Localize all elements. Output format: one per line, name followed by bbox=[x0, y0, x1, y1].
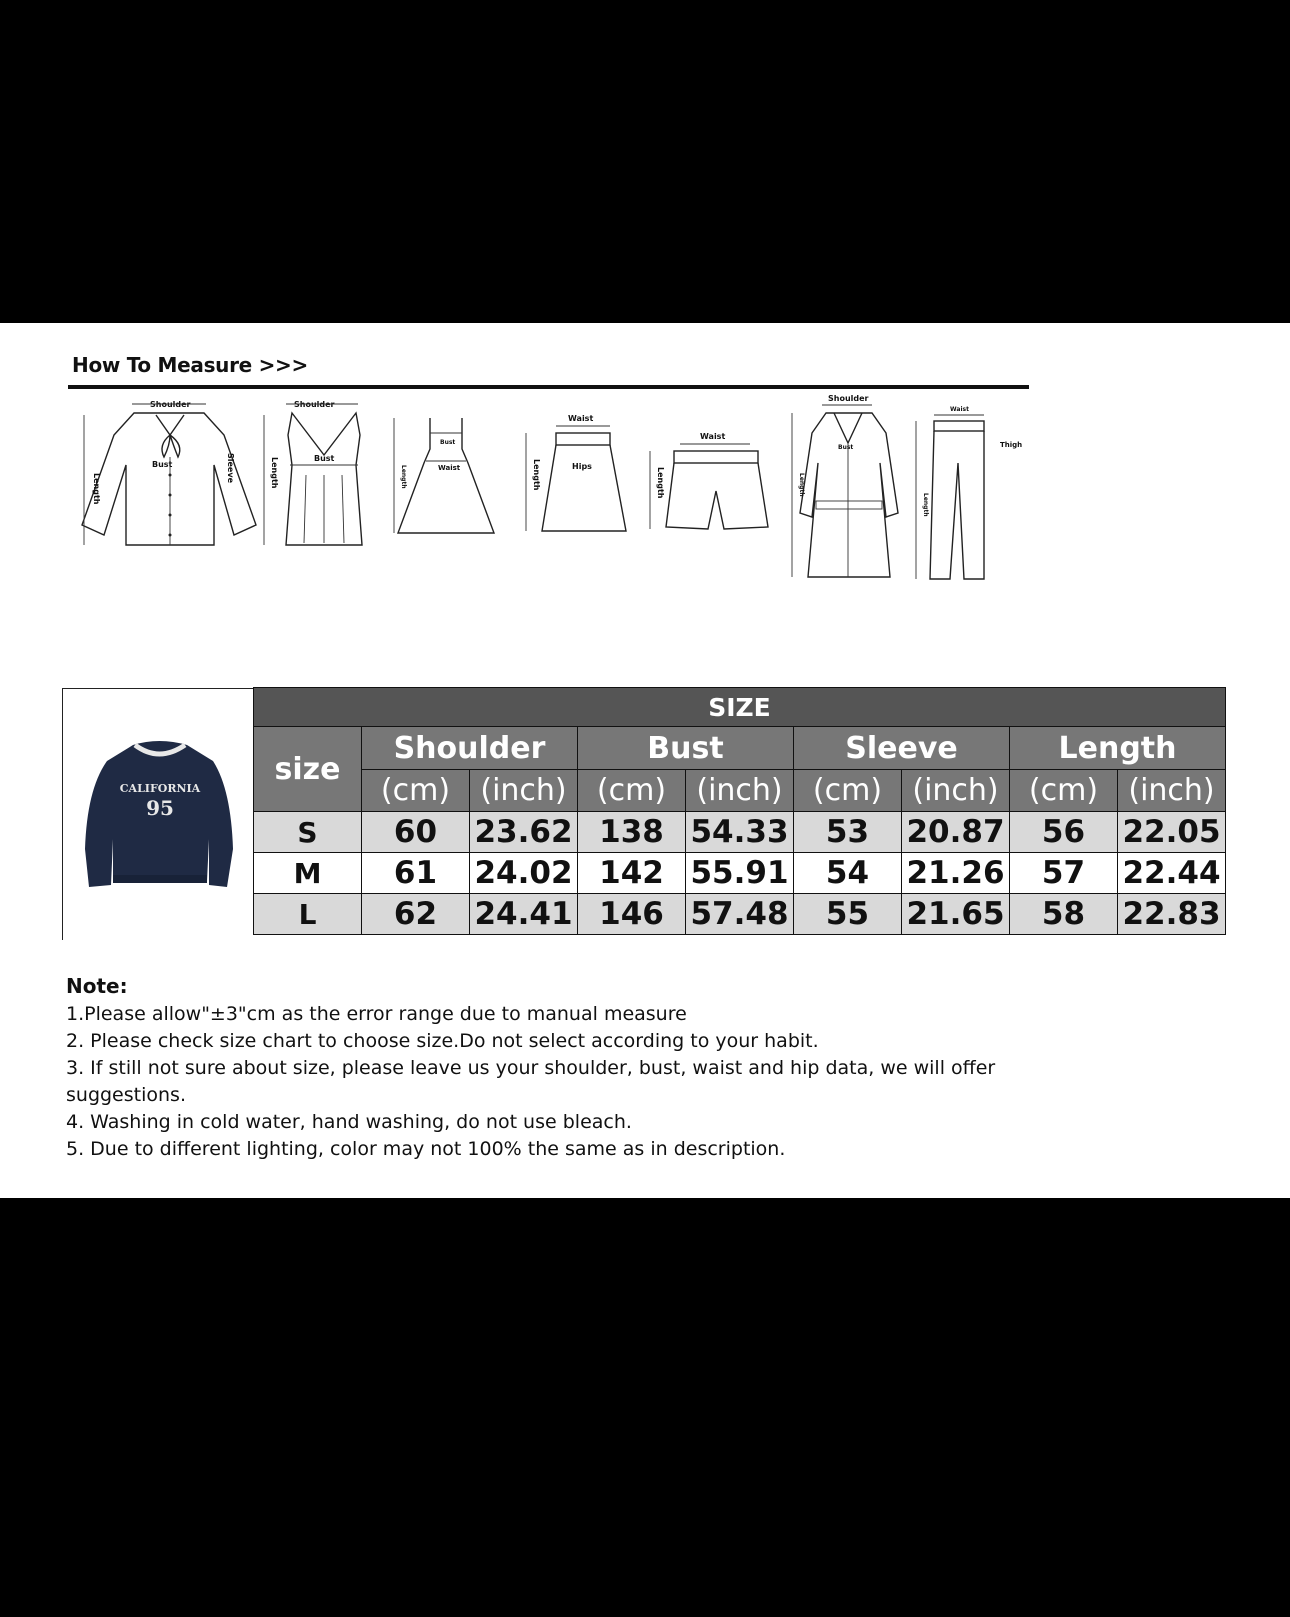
unit-header: (cm) bbox=[578, 770, 686, 812]
size-column-header: size bbox=[254, 727, 362, 812]
size-cell: S bbox=[254, 812, 362, 853]
value-cell: 58 bbox=[1010, 894, 1118, 935]
value-cell: 54 bbox=[794, 853, 902, 894]
value-cell: 57.48 bbox=[686, 894, 794, 935]
note-line: 4. Washing in cold water, hand washing, do not use bleach. bbox=[66, 1111, 632, 1133]
unit-header: (cm) bbox=[1010, 770, 1118, 812]
notes-title: Note: bbox=[66, 974, 128, 998]
value-cell: 60 bbox=[362, 812, 470, 853]
value-cell: 61 bbox=[362, 853, 470, 894]
value-cell: 53 bbox=[794, 812, 902, 853]
value-cell: 24.02 bbox=[470, 853, 578, 894]
table-row bbox=[254, 894, 1226, 935]
product-image bbox=[62, 688, 255, 940]
table-row bbox=[254, 812, 1226, 853]
dress-bust-label: Bust bbox=[440, 439, 456, 446]
coat-length-label: Length bbox=[798, 473, 805, 497]
tank-length-label: Length bbox=[270, 457, 279, 489]
blouse-diagram bbox=[74, 395, 254, 555]
shorts-length-label: Length bbox=[656, 467, 665, 499]
pants-length-label: Length bbox=[922, 493, 929, 517]
value-cell: 57 bbox=[1010, 853, 1118, 894]
pants-diagram bbox=[910, 403, 1030, 583]
value-cell: 142 bbox=[578, 853, 686, 894]
unit-header: (cm) bbox=[794, 770, 902, 812]
pants-thigh-label: Thigh bbox=[1000, 441, 1023, 449]
group-header-shoulder: Shoulder bbox=[362, 727, 578, 770]
value-cell: 20.87 bbox=[902, 812, 1010, 853]
blouse-shoulder-label: Shoulder bbox=[150, 400, 191, 409]
value-cell: 22.05 bbox=[1118, 812, 1226, 853]
size-chart-sheet bbox=[0, 323, 1290, 1198]
value-cell: 55 bbox=[794, 894, 902, 935]
print-text-number: 95 bbox=[146, 796, 174, 820]
title-divider bbox=[68, 385, 1029, 389]
size-table bbox=[253, 687, 1226, 935]
skirt-waist-label: Waist bbox=[568, 414, 594, 423]
group-header-sleeve: Sleeve bbox=[794, 727, 1010, 770]
shorts-waist-label: Waist bbox=[700, 432, 726, 441]
skirt-length-label: Length bbox=[532, 459, 541, 491]
dress-diagram bbox=[390, 413, 500, 553]
value-cell: 56 bbox=[1010, 812, 1118, 853]
tank-diagram bbox=[258, 395, 378, 555]
unit-header: (inch) bbox=[1118, 770, 1226, 812]
value-cell: 22.44 bbox=[1118, 853, 1226, 894]
pants-waist-label: Waist bbox=[950, 406, 969, 413]
sweatshirt-illustration bbox=[63, 689, 255, 940]
coat-diagram bbox=[786, 393, 906, 583]
value-cell: 54.33 bbox=[686, 812, 794, 853]
shorts-diagram bbox=[644, 431, 774, 541]
blouse-sleeve-label: Sleeve bbox=[226, 453, 235, 483]
how-to-measure-diagrams bbox=[68, 395, 1048, 595]
dress-waist-label: Waist bbox=[438, 464, 461, 472]
note-line: 1.Please allow"±3"cm as the error range due to manual measure bbox=[66, 1003, 687, 1025]
note-line: 2. Please check size chart to choose size.Do not select according to your habit. bbox=[66, 1030, 819, 1052]
dress-length-label: Length bbox=[400, 465, 407, 489]
tank-bust-label: Bust bbox=[314, 454, 335, 463]
coat-shoulder-label: Shoulder bbox=[828, 394, 869, 403]
note-line: 3. If still not sure about size, please leave us your shoulder, bust, waist and hip data, we will offer suggestions. bbox=[66, 1057, 996, 1106]
value-cell: 55.91 bbox=[686, 853, 794, 894]
coat-bust-label: Bust bbox=[838, 444, 854, 451]
size-super-header: SIZE bbox=[254, 688, 1226, 727]
note-line: 5. Due to different lighting, color may not 100% the same as in description. bbox=[66, 1138, 786, 1160]
value-cell: 22.83 bbox=[1118, 894, 1226, 935]
how-to-measure-title: How To Measure >>> bbox=[72, 353, 308, 377]
value-cell: 146 bbox=[578, 894, 686, 935]
unit-header: (cm) bbox=[362, 770, 470, 812]
unit-header: (inch) bbox=[902, 770, 1010, 812]
value-cell: 21.26 bbox=[902, 853, 1010, 894]
unit-header: (inch) bbox=[470, 770, 578, 812]
unit-header: (inch) bbox=[686, 770, 794, 812]
group-header-bust: Bust bbox=[578, 727, 794, 770]
skirt-hips-label: Hips bbox=[572, 462, 592, 471]
blouse-bust-label: Bust bbox=[152, 460, 173, 469]
size-cell: L bbox=[254, 894, 362, 935]
table-row bbox=[254, 853, 1226, 894]
value-cell: 62 bbox=[362, 894, 470, 935]
notes-section bbox=[66, 973, 1046, 1163]
skirt-diagram bbox=[520, 413, 640, 543]
size-cell: M bbox=[254, 853, 362, 894]
value-cell: 138 bbox=[578, 812, 686, 853]
value-cell: 21.65 bbox=[902, 894, 1010, 935]
tank-shoulder-label: Shoulder bbox=[294, 400, 335, 409]
print-text-california: CALIFORNIA bbox=[119, 782, 201, 795]
group-header-length: Length bbox=[1010, 727, 1226, 770]
value-cell: 23.62 bbox=[470, 812, 578, 853]
blouse-length-label: Length bbox=[92, 473, 101, 505]
value-cell: 24.41 bbox=[470, 894, 578, 935]
